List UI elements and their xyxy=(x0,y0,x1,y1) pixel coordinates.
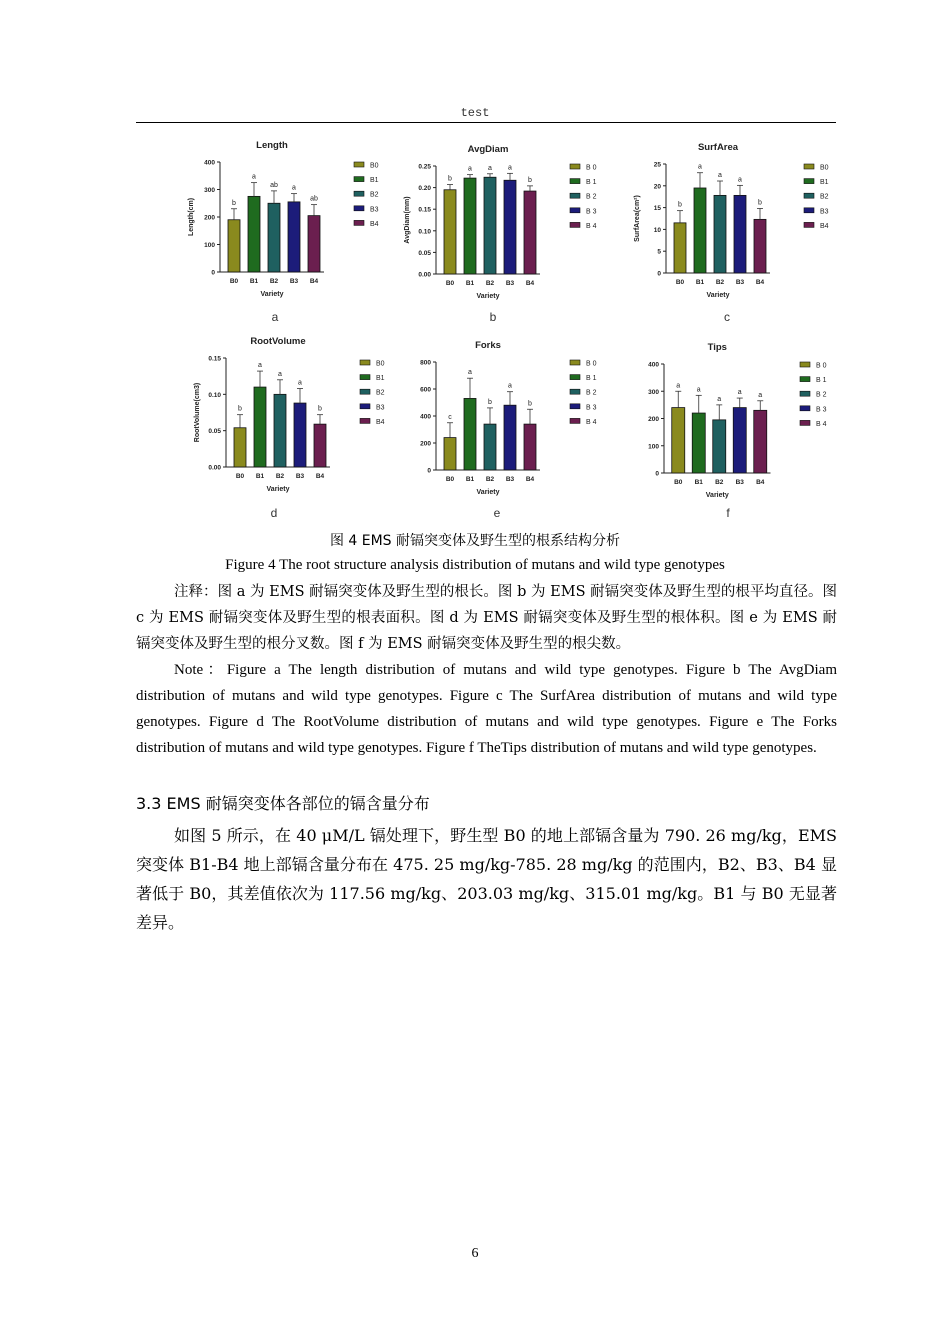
header-rule xyxy=(136,122,836,123)
y-tick-label: 100 xyxy=(648,443,659,451)
legend-label: B 2 xyxy=(586,193,597,201)
panel-label-f: f xyxy=(726,506,730,520)
legend-swatch xyxy=(570,418,580,423)
legend-swatch xyxy=(800,391,810,396)
chart-avgdiam xyxy=(400,140,620,310)
legend-label: B 2 xyxy=(586,389,597,397)
legend-swatch xyxy=(570,389,580,394)
legend-label: B 1 xyxy=(816,377,827,385)
x-tick-label: B0 xyxy=(675,279,685,286)
legend-label: B3 xyxy=(376,404,385,412)
legend-label: B 0 xyxy=(586,360,597,368)
significance-label: a xyxy=(488,164,492,172)
x-axis-label: Variety xyxy=(260,291,284,298)
y-tick-label: 0.25 xyxy=(418,163,431,171)
x-tick-label: B3 xyxy=(735,279,745,286)
y-axis-label: AvgDiam(mm) xyxy=(404,196,411,244)
significance-label: a xyxy=(508,164,512,172)
y-tick-label: 300 xyxy=(648,388,659,396)
bar xyxy=(254,387,266,467)
y-tick-label: 0.15 xyxy=(208,355,221,363)
y-tick-label: 200 xyxy=(420,440,431,448)
x-tick-label: B0 xyxy=(445,280,455,287)
x-tick-label: B4 xyxy=(315,473,325,480)
x-tick-label: B2 xyxy=(269,278,279,285)
bar xyxy=(692,413,705,473)
legend-label: B 4 xyxy=(586,418,597,426)
legend-label: B1 xyxy=(820,179,829,187)
chart-svg xyxy=(188,138,398,308)
legend-label: B1 xyxy=(370,177,379,185)
x-tick-label: B2 xyxy=(485,476,495,483)
y-tick-label: 0.05 xyxy=(418,249,431,257)
legend-swatch xyxy=(800,406,810,411)
y-tick-label: 25 xyxy=(653,161,661,169)
bar xyxy=(314,424,326,467)
legend-swatch xyxy=(354,177,364,182)
legend-swatch xyxy=(360,418,370,423)
y-axis-label: Length(cm) xyxy=(188,197,195,237)
legend-swatch xyxy=(804,164,814,169)
y-tick-label: 15 xyxy=(653,205,661,213)
significance-label: a xyxy=(468,369,472,377)
chart-title: Length xyxy=(256,140,288,151)
legend-label: B2 xyxy=(370,191,379,199)
x-tick-label: B1 xyxy=(695,279,705,286)
y-tick-label: 600 xyxy=(420,386,431,394)
legend-swatch xyxy=(800,420,810,425)
significance-label: a xyxy=(698,163,702,171)
chart-svg xyxy=(400,140,620,310)
y-tick-label: 0 xyxy=(657,270,661,278)
legend-label: B 2 xyxy=(816,391,827,399)
x-tick-label: B0 xyxy=(235,473,245,480)
y-tick-label: 400 xyxy=(648,361,659,369)
legend-swatch xyxy=(804,208,814,213)
legend-label: B 3 xyxy=(816,406,827,414)
y-tick-label: 200 xyxy=(204,214,215,222)
bar xyxy=(484,177,496,274)
figure-note-zh: 注释：图 a 为 EMS 耐镉突变体及野生型的根长。图 b 为 EMS 耐镉突变体及野生型的根平均直径。图 c 为 EMS 耐镉突变体及野生型的根表面积。图 d 为 EMS 耐镉突变体及野生型的根体积。图 e 为 EMS 耐镉突变体及野生型的根分叉数。图 f 为 EMS 耐镉突变体及野生型的根尖数。 xyxy=(136,584,837,652)
y-tick-label: 5 xyxy=(657,248,661,256)
significance-label: b xyxy=(758,199,762,207)
chart-length xyxy=(188,138,398,308)
x-tick-label: B1 xyxy=(255,473,265,480)
x-tick-label: B2 xyxy=(715,279,725,286)
legend-label: B 1 xyxy=(586,375,597,383)
legend-swatch xyxy=(570,179,580,184)
significance-label: b xyxy=(528,400,532,408)
legend-label: B2 xyxy=(376,389,385,397)
legend-swatch xyxy=(804,222,814,227)
legend-swatch xyxy=(354,220,364,225)
x-axis-label: Variety xyxy=(706,292,730,299)
chart-svg xyxy=(636,140,846,310)
significance-label: ab xyxy=(310,195,318,203)
bar xyxy=(734,195,746,273)
figure-caption-zh: 图 4 EMS 耐镉突变体及野生型的根系结构分析 xyxy=(329,533,621,549)
page-number: 6 xyxy=(471,1246,479,1261)
y-tick-label: 200 xyxy=(648,416,659,423)
x-tick-label: B0 xyxy=(674,479,683,486)
y-tick-label: 800 xyxy=(420,359,431,367)
legend-label: B3 xyxy=(820,208,829,216)
x-tick-label: B4 xyxy=(756,479,765,486)
legend-label: B 0 xyxy=(586,164,597,172)
bar xyxy=(268,203,280,272)
y-tick-label: 0.00 xyxy=(418,271,431,279)
legend-label: B0 xyxy=(376,360,385,368)
legend-label: B 3 xyxy=(586,404,597,412)
bar xyxy=(464,398,476,470)
legend-swatch xyxy=(354,191,364,196)
legend-swatch xyxy=(570,360,580,365)
x-axis-label: Variety xyxy=(476,489,500,496)
y-tick-label: 400 xyxy=(420,413,431,421)
significance-label: c xyxy=(448,413,452,421)
x-tick-label: B1 xyxy=(465,476,475,483)
chart-tips xyxy=(636,328,856,508)
x-tick-label: B2 xyxy=(715,479,724,486)
y-tick-label: 0.20 xyxy=(418,185,431,193)
y-tick-label: 100 xyxy=(204,242,215,249)
legend-label: B0 xyxy=(370,162,379,170)
chart-rootvolume xyxy=(188,336,398,506)
panel-label-d: d xyxy=(270,506,278,520)
x-axis-label: Variety xyxy=(705,492,729,499)
y-tick-label: 0 xyxy=(655,470,659,478)
legend-swatch xyxy=(800,377,810,382)
significance-label: b xyxy=(448,175,452,183)
legend-label: B4 xyxy=(820,222,829,230)
legend-label: B4 xyxy=(376,418,385,426)
x-tick-label: B3 xyxy=(735,479,744,486)
y-tick-label: 0.10 xyxy=(208,391,221,399)
x-tick-label: B4 xyxy=(525,280,535,287)
x-tick-label: B0 xyxy=(445,476,455,483)
legend-swatch xyxy=(570,208,580,213)
bar xyxy=(228,220,240,272)
significance-label: a xyxy=(738,176,742,184)
legend-swatch xyxy=(804,179,814,184)
legend-swatch xyxy=(360,375,370,380)
panel-label-c: c xyxy=(724,310,730,324)
y-tick-label: 10 xyxy=(653,226,661,234)
y-tick-label: 300 xyxy=(204,187,215,194)
y-tick-label: 20 xyxy=(653,183,661,191)
bar xyxy=(713,420,726,473)
bar xyxy=(524,191,536,274)
bar xyxy=(234,428,246,467)
significance-label: a xyxy=(717,395,722,403)
y-tick-label: 0.00 xyxy=(208,464,221,472)
bar xyxy=(444,190,456,274)
figure-caption-en: Figure 4 The root structure analysis distribution of mutans and wild type genotypes xyxy=(225,557,725,573)
bar xyxy=(694,188,706,273)
legend-swatch xyxy=(570,404,580,409)
y-tick-label: 0 xyxy=(211,269,215,277)
x-axis-label: Variety xyxy=(266,486,290,493)
bar xyxy=(248,196,260,272)
panel-label-e: e xyxy=(493,506,501,520)
legend-label: B1 xyxy=(376,375,385,383)
significance-label: b xyxy=(232,199,236,207)
bar xyxy=(754,410,767,473)
legend-label: B3 xyxy=(370,206,379,214)
legend-swatch xyxy=(800,362,810,367)
x-tick-label: B0 xyxy=(229,278,239,285)
significance-label: ab xyxy=(270,181,278,189)
chart-title: AvgDiam xyxy=(467,144,509,155)
chart-title: RootVolume xyxy=(250,336,306,347)
panel-label-b: b xyxy=(489,310,497,324)
chart-title: SurfArea xyxy=(697,142,739,153)
significance-label: a xyxy=(508,382,512,390)
x-tick-label: B1 xyxy=(465,280,475,287)
figure-note-en: Note：Figure a The length distribution of mutans and wild type genotypes. Figure b The AvgDiam distribution of mutans and wild type genotypes. Figure c The SurfArea distribution of mutans and wild type genotypes. Figure d The RootVolume distribution of mutans and wild type genotypes. Figure e The Forks distribution of mutans and wild type genotypes. Figure f TheTips distribution of mutans and wild type genotypes. xyxy=(136,662,837,756)
y-tick-label: 0.15 xyxy=(418,206,431,214)
bar xyxy=(274,394,286,467)
legend-label: B2 xyxy=(820,193,829,201)
legend-label: B 0 xyxy=(816,362,827,370)
legend-label: B4 xyxy=(370,220,379,228)
significance-label: a xyxy=(258,362,262,370)
chart-surfarea xyxy=(636,140,846,310)
significance-label: a xyxy=(252,173,256,181)
bar xyxy=(504,405,516,470)
legend-swatch xyxy=(570,375,580,380)
significance-label: b xyxy=(678,201,682,209)
y-axis-label: RootVolume(cm3) xyxy=(194,382,201,443)
x-tick-label: B4 xyxy=(525,476,535,483)
legend-label: B 4 xyxy=(816,420,827,428)
legend-swatch xyxy=(354,206,364,211)
legend-swatch xyxy=(570,222,580,227)
page-header: test xyxy=(460,106,490,120)
legend-swatch xyxy=(804,193,814,198)
significance-label: b xyxy=(238,405,242,413)
legend-swatch xyxy=(570,193,580,198)
y-tick-label: 0.10 xyxy=(418,228,431,236)
x-tick-label: B1 xyxy=(249,278,259,285)
x-tick-label: B3 xyxy=(289,278,299,285)
y-tick-label: 0 xyxy=(427,467,431,475)
significance-label: b xyxy=(528,176,532,184)
significance-label: a xyxy=(758,391,763,399)
bar xyxy=(714,195,726,273)
bar xyxy=(294,403,306,467)
bar xyxy=(733,408,746,473)
chart-title: Tips xyxy=(707,342,727,353)
significance-label: a xyxy=(676,382,681,390)
chart-title: Forks xyxy=(475,340,501,351)
x-tick-label: B1 xyxy=(694,479,703,486)
significance-label: a xyxy=(468,165,472,173)
bar xyxy=(674,223,686,273)
significance-label: a xyxy=(278,370,282,378)
x-tick-label: B2 xyxy=(485,280,495,287)
x-tick-label: B3 xyxy=(505,476,515,483)
y-tick-label: 0.05 xyxy=(208,428,221,436)
significance-label: a xyxy=(298,379,302,387)
significance-label: a xyxy=(696,386,701,394)
chart-forks xyxy=(400,338,620,508)
legend-label: B 1 xyxy=(586,179,597,187)
bar xyxy=(504,180,516,274)
x-tick-label: B4 xyxy=(309,278,319,285)
significance-label: a xyxy=(718,172,722,180)
legend-label: B 3 xyxy=(586,208,597,216)
y-axis-label: SurfArea(cm²) xyxy=(634,195,641,242)
legend-swatch xyxy=(360,360,370,365)
x-tick-label: B2 xyxy=(275,473,285,480)
bar xyxy=(754,219,766,273)
body-paragraph: 如图 5 所示，在 40 μM/L 镉处理下，野生型 B0 的地上部镉含量为 790. 26 mg/kg，EMS 突变体 B1-B4 地上部镉含量分布在 475. 25 mg/kg-785. 28 mg/kg 的范围内，B2、B3、B4 显著低于 B0，其差值依次为 117.56 mg/kg、203.03 mg/kg、315.01 mg/kg。B1 与 B0 无显著差异。 xyxy=(136,826,837,932)
chart-svg xyxy=(188,336,398,506)
bar xyxy=(308,216,320,272)
legend-label: B0 xyxy=(820,164,829,172)
legend-swatch xyxy=(354,162,364,167)
chart-svg xyxy=(400,338,620,508)
legend-swatch xyxy=(570,164,580,169)
x-tick-label: B4 xyxy=(755,279,765,286)
bar xyxy=(444,438,456,470)
bar xyxy=(288,202,300,272)
x-tick-label: B3 xyxy=(295,473,305,480)
bar xyxy=(524,424,536,470)
significance-label: a xyxy=(292,184,296,192)
x-axis-label: Variety xyxy=(476,293,500,300)
significance-label: b xyxy=(488,398,492,406)
bar xyxy=(672,408,685,473)
x-tick-label: B3 xyxy=(505,280,515,287)
y-tick-label: 400 xyxy=(204,159,215,167)
section-heading: 3.3 EMS 耐镉突变体各部位的镉含量分布 xyxy=(136,794,430,813)
bar xyxy=(484,424,496,470)
legend-label: B 4 xyxy=(586,222,597,230)
legend-swatch xyxy=(360,404,370,409)
panel-label-a: a xyxy=(271,310,279,324)
significance-label: a xyxy=(737,389,742,397)
significance-label: b xyxy=(318,405,322,413)
chart-svg xyxy=(636,328,856,508)
bar xyxy=(464,178,476,274)
legend-swatch xyxy=(360,389,370,394)
